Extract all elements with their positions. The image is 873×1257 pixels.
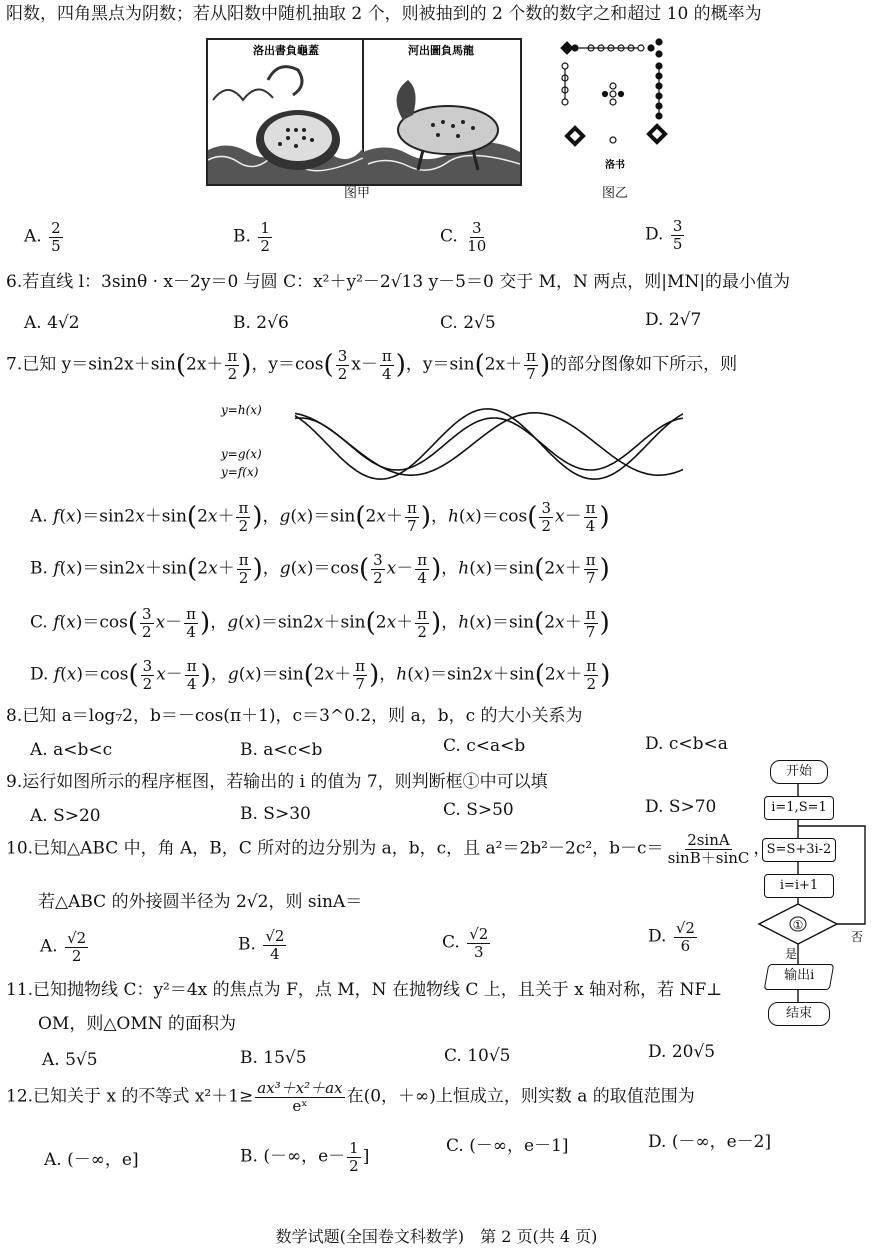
q12-b-num: 1 (349, 1139, 359, 1157)
figure-jia-caption: 图甲 (344, 186, 371, 201)
q6-option-b: B. 2√6 (233, 313, 289, 333)
q8-option-d: D. c<b<a (645, 734, 728, 754)
q9-option-d: D. S>70 (645, 797, 717, 817)
q12-b-post: ] (362, 1146, 370, 1167)
q10-c-label: C. (442, 932, 460, 953)
q9-option-a: A. S>20 (30, 806, 101, 826)
q10-d-den: 6 (680, 936, 691, 955)
flow-start: 开始 (770, 760, 828, 784)
q5-a-num: 2 (51, 219, 61, 237)
q5-b-den: 2 (260, 236, 270, 255)
q10-stem1-end: ， (753, 838, 771, 859)
q11-option-b: B. 15√5 (240, 1048, 307, 1068)
figure-jia (206, 38, 522, 186)
question5-stem-tail: 阳数，四角黑点为阴数；若从阳数中随机抽取 2 个，则被抽到的 2 个数的数字之和超过 10 的概率为 (6, 4, 762, 24)
figure-yi-luoshu (555, 36, 675, 176)
q12-option-a: A. (－∞，e] (44, 1150, 139, 1170)
q10-a-den: 2 (71, 946, 82, 965)
q7-option-a: A. f(x)＝sin2x＋sin(2x＋ $\frac{\pi}{2}$ )，g(x)＝sin(2x＋ $\frac{\pi}{7}$ )，h(x)＝cos( $\frac{3}{2}$ x－ $\frac{\pi}{4}$ ) (30, 499, 610, 535)
q6-option-d: D. 2√7 (645, 310, 702, 330)
q12-stem-pre: 12.已知关于 x 的不等式 x²＋1≥ (6, 1086, 254, 1107)
q10-stem1: 10.已知△ABC 中，角 A，B，C 所对的边分别为 a，b，c，且 a²＝2b²－2c²，b－c＝ (6, 838, 664, 859)
q11-stem-line2: OM，则△OMN 的面积为 (38, 1014, 237, 1034)
flow-update-s: S=S+3i-2 (762, 838, 836, 862)
q9-option-b: B. S>30 (240, 804, 311, 824)
q9-stem: 9.运行如图所示的程序框图，若输出的 i 的值为 7，则判断框①中可以填 (6, 772, 548, 792)
q12-option-d: D. (－∞，e－2] (648, 1132, 772, 1152)
q11-option-c: C. 10√5 (444, 1046, 511, 1066)
condition-label: ① (792, 918, 804, 932)
q10-d-num: √2 (675, 919, 695, 937)
q8-stem: 8.已知 a＝log₇2，b＝－cos(π＋1)，c＝3^0.2，则 a，b，c 的大小关系为 (6, 706, 583, 726)
q12-frac-den: eˣ (292, 1096, 308, 1115)
yes-label: 是 (785, 947, 798, 961)
q5-option-c (440, 220, 490, 254)
curve-f (295, 409, 683, 479)
q5-option-b (233, 220, 274, 254)
q8-option-a: A. a<b<c (30, 740, 113, 760)
q12-b-den: 2 (349, 1156, 359, 1175)
q5-a-label: A. (24, 226, 42, 247)
q10-frac-den: sinB＋sinC (667, 848, 750, 867)
q6-stem: 6.若直线 l：3sinθ · x－2y＝0 与圆 C：x²＋y²－2√13 y－5＝0 交于 M，N 两点，则|MN|的最小值为 (6, 272, 791, 292)
q5-d-den: 5 (672, 234, 683, 253)
q5-option-d (645, 218, 686, 252)
q10-c-den: 3 (474, 942, 484, 961)
q7-stem-mid1: ，y＝cos (251, 354, 324, 375)
q10-stem-line1 (6, 832, 770, 866)
q7-option-c: C. f(x)＝cos( $\frac{3}{2}$ x－ $\frac{\pi}{4}$ )，g(x)＝sin2x＋sin(2x＋ $\frac{\pi}{2}$ )，h(x)＝sin(2x＋ $\frac{\pi}{7}$ ) (30, 605, 610, 641)
label-h: y=h(x) (221, 403, 262, 417)
label-g: y=g(x) (221, 447, 262, 461)
luoshu-label: 洛书 (605, 160, 625, 171)
flow-init: i=1,S=1 (764, 796, 834, 820)
q11-stem-line1: 11.已知抛物线 C：y²＝4x 的焦点为 F，点 M，N 在抛物线 C 上，且关于 x 轴对称，若 NF⊥ (6, 980, 723, 1000)
right-panel-title: 河出圖負馬龍 (408, 44, 474, 57)
q7-function-graph (215, 392, 685, 484)
q5-option-a (24, 220, 65, 254)
label-f: y=f(x) (221, 465, 259, 479)
q10-c-num: √2 (469, 925, 489, 943)
q6-option-a: A. 4√2 (24, 313, 80, 333)
q12-stem (6, 1080, 695, 1114)
figure-jia-illustration (208, 40, 520, 184)
q10-option-d (648, 920, 699, 954)
q7-stem: 7.已知 y＝sin2x＋sin(2x＋ $\frac{\pi}{2}$ )，y＝cos( $\frac{3}{2}$ x－ $\frac{\pi}{4}$ )，y＝sin(2x＋ $\frac{\pi}{7}$ )的部分图像如下所示，则 (6, 347, 738, 383)
q5-c-label: C. (440, 226, 458, 247)
q11-option-d: D. 20√5 (648, 1042, 716, 1062)
q5-c-den: 10 (467, 236, 487, 255)
flow-output (764, 964, 835, 990)
q5-b-label: B. (233, 226, 251, 247)
q10-frac-num: 2sinA (687, 831, 730, 849)
q12-b-label: B. (240, 1146, 258, 1167)
q10-a-num: √2 (67, 929, 87, 947)
flow-end: 结束 (768, 1002, 830, 1026)
q7-stem-post: 的部分图像如下所示，则 (550, 354, 738, 375)
q5-c-num: 3 (471, 219, 482, 237)
q10-b-label: B. (238, 934, 256, 955)
q5-a-den: 5 (51, 236, 61, 255)
left-panel-title: 洛出書負龜蓋 (253, 44, 319, 57)
q7-option-b: B. f(x)＝sin2x＋sin(2x＋ $\frac{\pi}{2}$ )，g(x)＝cos( $\frac{3}{2}$ x－ $\frac{\pi}{4}$ )，h(x)＝sin(2x＋ $\frac{\pi}{7}$ ) (30, 551, 610, 587)
curve-g (295, 418, 683, 470)
no-label: 否 (851, 930, 864, 944)
q5-d-num: 3 (672, 217, 683, 235)
q7-stem-pre: 7.已知 y＝sin2x＋sin (6, 354, 176, 375)
q7-option-d: D. f(x)＝cos( $\frac{3}{2}$ x－ $\frac{\pi}{4}$ )，g(x)＝sin(2x＋ $\frac{\pi}{7}$ )，h(x)＝sin2x＋sin(2x＋ $\frac{\pi}{2}$ ) (30, 657, 611, 693)
q12-stem-post: 在(0，＋∞)上恒成立，则实数 a 的取值范围为 (346, 1086, 695, 1107)
q10-option-a (40, 930, 90, 964)
q12-option-b (240, 1140, 369, 1174)
q9-option-c: C. S>50 (443, 800, 514, 820)
q7-stem-mid2: ，y＝sin (405, 354, 475, 375)
q10-a-label: A. (40, 936, 58, 957)
q10-option-c (442, 926, 492, 960)
q10-option-b (238, 928, 288, 962)
q5-d-label: D. (645, 224, 664, 245)
q11-option-a: A. 5√5 (42, 1050, 98, 1070)
q10-b-den: 4 (270, 944, 280, 963)
q12-b-pre: (－∞，e－ (263, 1146, 346, 1167)
q8-option-b: B. a<c<b (240, 740, 323, 760)
q12-option-c: C. (－∞，e－1] (446, 1136, 569, 1156)
page-footer: 数学试题(全国卷文科数学) 第 2 页(共 4 页) (275, 1227, 598, 1246)
flow-output-label: 输出i (784, 968, 815, 983)
q8-option-c: C. c<a<b (443, 736, 526, 756)
q10-b-num: √2 (265, 927, 285, 945)
q10-d-label: D. (648, 926, 667, 947)
q10-stem-line2: 若△ABC 的外接圆半径为 2√2，则 sinA＝ (38, 892, 363, 912)
q12-frac-num: ax³＋x²＋ax (257, 1079, 343, 1097)
figure-yi-caption: 图乙 (602, 186, 629, 201)
q5-b-num: 1 (260, 219, 270, 237)
q6-option-c: C. 2√5 (440, 313, 496, 333)
flow-update-i: i=i+1 (764, 874, 834, 898)
